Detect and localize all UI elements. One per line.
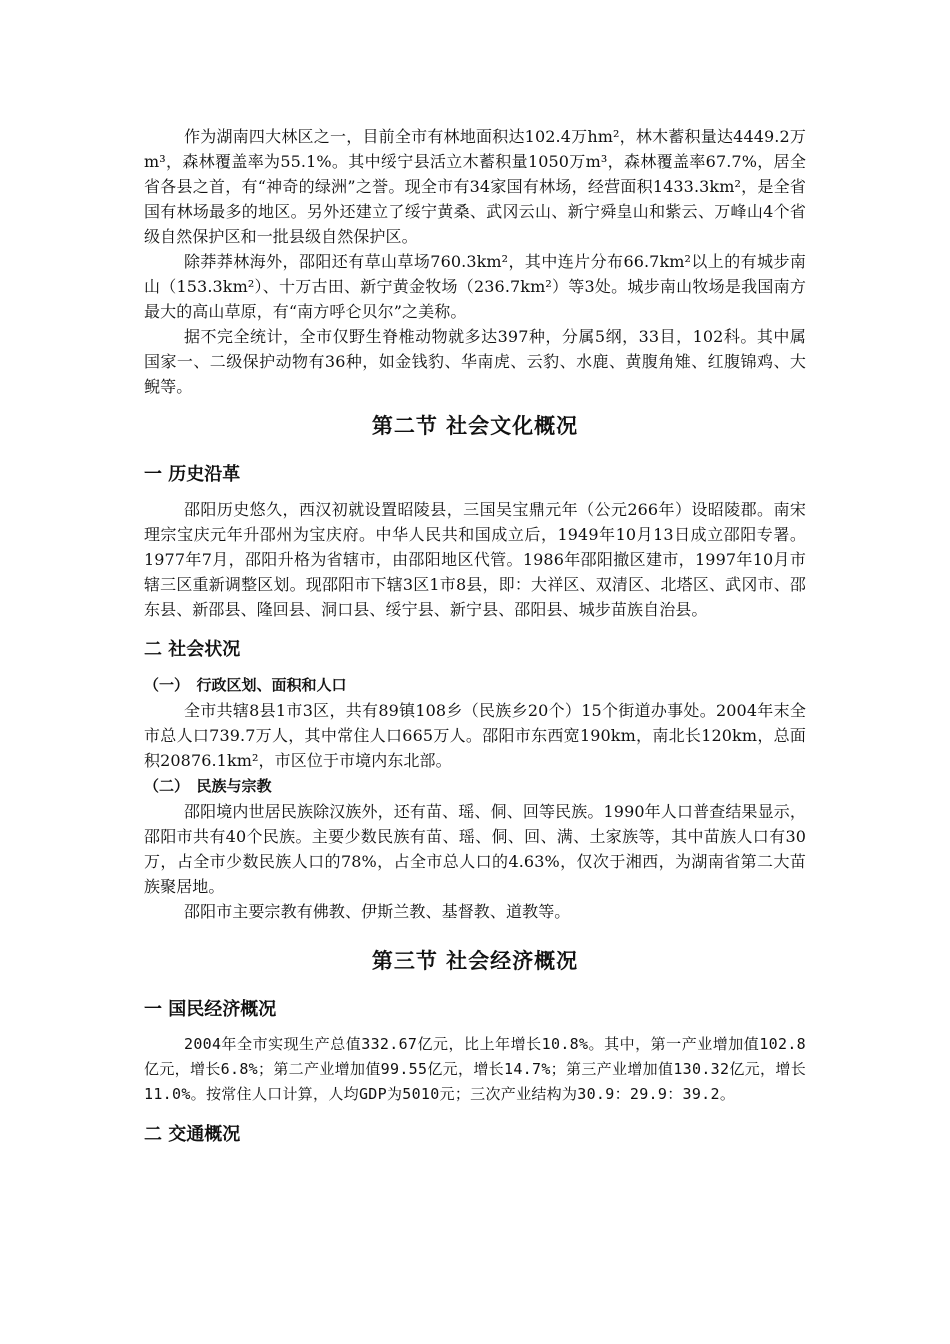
section-title-social-culture: 第二节 社会文化概况 [371,414,579,438]
subheading-admin: （一） 行政区划、面积和人口 [144,676,347,694]
ethnic-paragraph: 邵阳境内世居民族除汉族外，还有苗、瑶、侗、回等民族。1990年人口普查结果显示，邵阳市共有40个民族。主要少数民族有苗、瑶、侗、回、满、土家族等，其中苗族人口有30万，占全市少数民族人口的78%，占全市总人口的4.63%，仅次于湘西，为湖南省第二大苗族聚居地。 [144,802,806,896]
religion-paragraph: 邵阳市主要宗教有佛教、伊斯兰教、基督教、道教等。 [184,902,571,921]
economy-paragraph: 2004年全市实现生产总值332.67亿元，比上年增长10.8%。其中，第一产业增加值102.8亿元，增长6.8%；第二产业增加值99.55亿元，增长14.7%；第三产业增加值130.32亿元，增长11.0%。按常住人口计算，人均GDP为5010元；三次产业结构为30.9：29.9：39.2。 [144,1035,806,1103]
grassland-paragraph: 除莽莽林海外，邵阳还有草山草场760.3km²，其中连片分布66.7km²以上的有城步南山（153.3km²）、十万古田、新宁黄金牧场（236.7km²）等3处。城步南山牧场是我国南方最大的高山草原，有“南方呼仑贝尔”之美称。 [144,252,806,321]
heading-economy: 一 国民经济概况 [144,999,277,1020]
subheading-ethnic: （二） 民族与宗教 [144,777,272,795]
admin-paragraph: 全市共辖8县1市3区，共有89镇108乡（民族乡20个）15个街道办事处。2004年末全市总人口739.7万人，其中常住人口665万人。邵阳市东西宽190km，南北长120km，总面积20876.1km²，市区位于市境内东北部。 [144,701,806,770]
wildlife-paragraph: 据不完全统计，全市仅野生脊椎动物就多达397种，分属5纲，33目，102科。其中属国家一、二级保护动物有36种，如金钱豹、华南虎、云豹、水鹿、黄腹角雉、红腹锦鸡、大鲵等。 [144,327,806,396]
forest-paragraph: 作为湖南四大林区之一，目前全市有林地面积达102.4万hm²，林木蓄积量达4449.2万m³，森林覆盖率为55.1%。其中绥宁县活立木蓄积量1050万m³，森林覆盖率67.7%，居全省各县之首，有“神奇的绿洲”之誉。现全市有34家国有林场，经营面积1433.3km²，是全省国有林场最多的地区。另外还建立了绥宁黄桑、武冈云山、新宁舜皇山和紫云、万峰山4个省级自然保护区和一批县级自然保护区。 [144,127,806,246]
spacer [144,924,806,934]
heading-history: 一 历史沿革 [144,464,241,485]
heading-traffic: 二 交通概况 [144,1124,241,1145]
page-content [144,124,806,1157]
history-paragraph: 邵阳历史悠久，西汉初就设置昭陵县，三国吴宝鼎元年（公元266年）设昭陵郡。南宋理宗宝庆元年升邵州为宝庆府。中华人民共和国成立后，1949年10月13日成立邵阳专署。1977年7月，邵阳升格为省辖市，由邵阳地区代管。1986年邵阳撤区建市，1997年10月市辖三区重新调整区划。现邵阳市下辖3区1市8县，即：大祥区、双清区、北塔区、武冈市、邵东县、新邵县、隆回县、洞口县、绥宁县、新宁县、邵阳县、城步苗族自治县。 [144,500,806,619]
heading-society: 二 社会状况 [144,639,241,660]
section-title-social-economy: 第三节 社会经济概况 [371,949,579,973]
